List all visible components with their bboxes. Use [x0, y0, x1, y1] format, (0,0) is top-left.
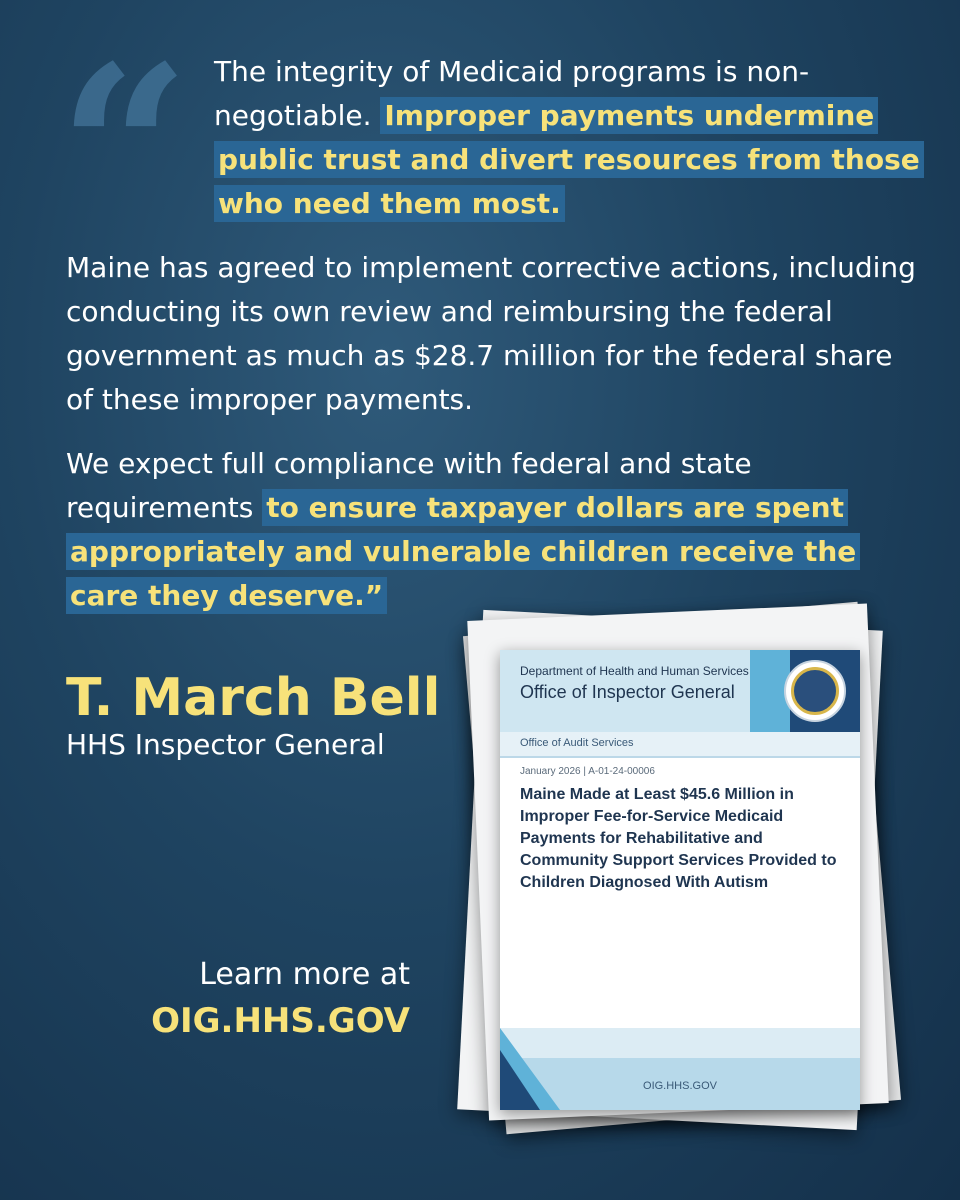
learn-more-link[interactable]: OIG.HHS.GOV: [151, 1001, 410, 1041]
quote-mark-icon: “: [58, 16, 191, 286]
report-cover: [500, 650, 860, 1110]
quote-paragraph-3: [66, 442, 926, 618]
hhs-seal-icon: [784, 660, 846, 722]
cover-title: Maine Made at Least $45.6 Million in Improper Fee-for-Service Medicaid Payments for Rehabilitative and Community Support Services Provided to Children Diagnosed With Autism: [520, 786, 837, 891]
speaker-role: HHS Inspector General: [66, 728, 385, 761]
speaker-name: T. March Bell: [66, 668, 441, 728]
cover-office: Office of Inspector General: [520, 682, 735, 702]
learn-more-label: Learn more at: [199, 957, 410, 992]
seal-emblem: [791, 667, 839, 715]
cover-divider: [500, 756, 860, 758]
quote-paragraph-1: [66, 50, 926, 226]
cover-division: Office of Audit Services: [520, 737, 634, 749]
cover-footer-url: OIG.HHS.GOV: [643, 1080, 717, 1092]
cover-department: Department of Health and Human Services: [520, 664, 749, 678]
quote-block: [66, 50, 926, 618]
cover-meta: January 2026 | A-01-24-00006: [520, 766, 655, 777]
quote-highlight-3: to ensure taxpayer dollars are spent appropriately and vulnerable children receive the care they deserve.”: [66, 489, 860, 614]
learn-more: [151, 952, 410, 1044]
quote-paragraph-2: Maine has agreed to implement corrective actions, including conducting its own review and reimbursing the federal government as much as $28.7 million for the federal share of these improper payments.: [66, 251, 916, 416]
quote-text-plain-1: The integrity of Medicaid programs is non-negotiable.: [214, 55, 810, 132]
quote-highlight-1: Improper payments undermine public trust and divert resources from those who need them most.: [214, 97, 924, 222]
quote-text-plain-3: We expect full compliance with federal and state requirements: [66, 447, 752, 524]
